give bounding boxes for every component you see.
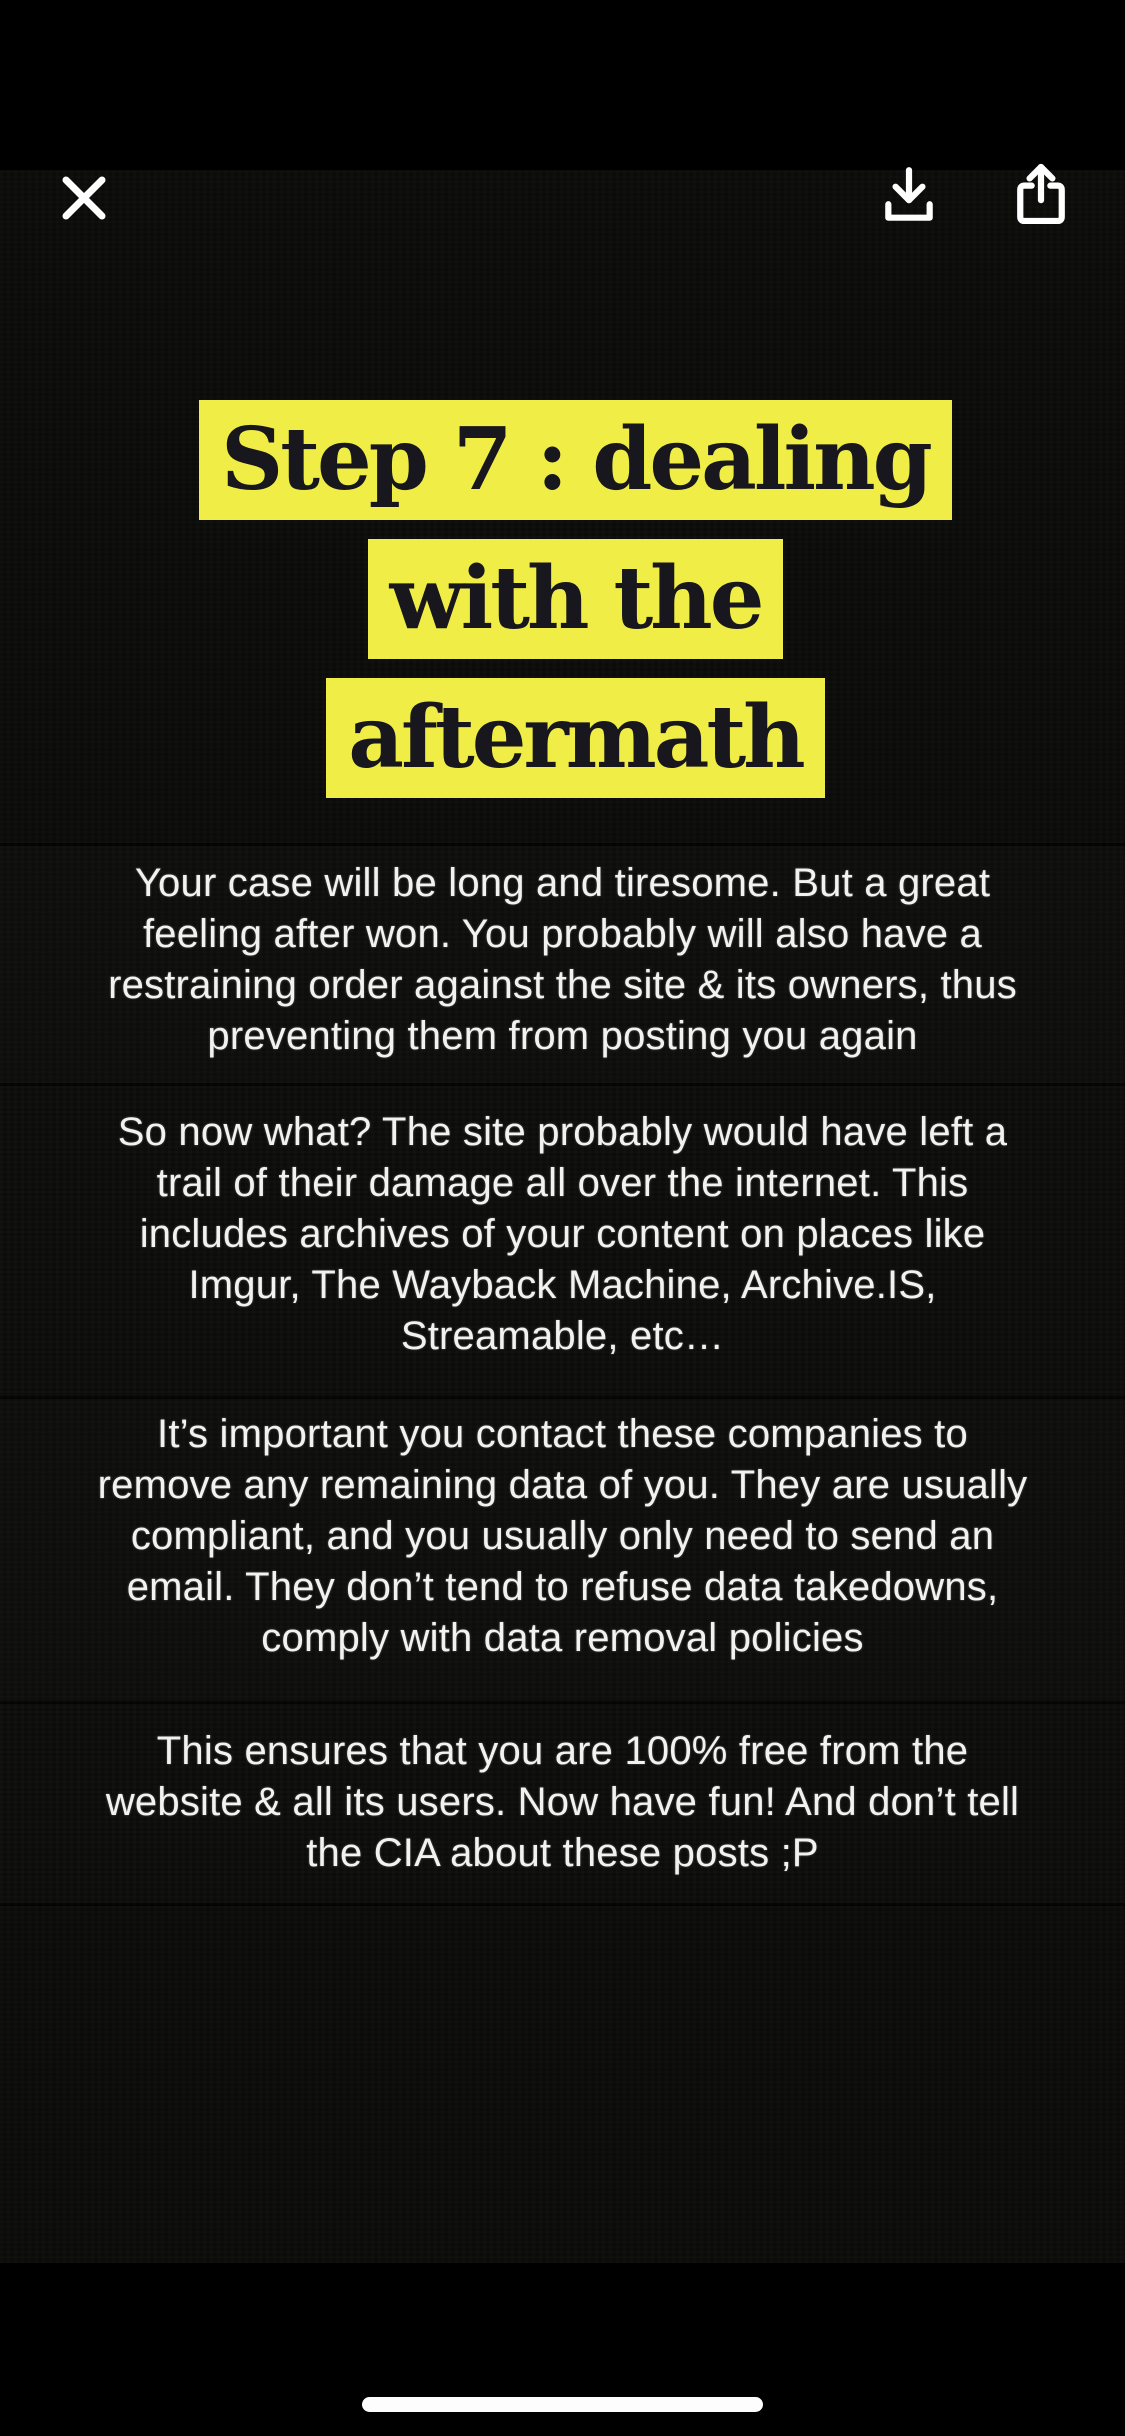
stitch-seam: [0, 1903, 1125, 1906]
paragraph-4: This ensures that you are 100% free from the website & all its users. Now have fun! And don’t tell the CIA about these posts ;P: [105, 1729, 1020, 1875]
post-title-line-3: aftermath: [326, 678, 824, 798]
paragraph-2: So now what? The site probably would have left a trail of their damage all over the internet. This includes archives of your content on places like Imgur, The Wayback Machine, Archive.IS, Streamable, etc…: [117, 1110, 1008, 1358]
home-indicator[interactable]: [362, 2397, 763, 2412]
close-icon: [62, 176, 106, 220]
post-title: [13, 400, 1125, 817]
close-button[interactable]: [56, 170, 112, 226]
post-title-line-1: Step 7 : dealing: [199, 400, 952, 520]
download-button[interactable]: [878, 164, 940, 228]
share-icon: [1013, 162, 1069, 228]
download-icon: [880, 165, 938, 227]
post-title-line-2: with the: [368, 539, 784, 659]
paragraph-3: It’s important you contact these companies to remove any remaining data of you. They are usually compliant, and you usually only need to send an email. They don’t tend to refuse data takedowns, comply with data removal policies: [97, 1412, 1028, 1660]
share-button[interactable]: [1012, 160, 1070, 230]
paragraph-1: Your case will be long and tiresome. But a great feeling after won. You probably will also have a restraining order against the site & its owners, thus preventing them from posting you again: [108, 861, 1017, 1058]
